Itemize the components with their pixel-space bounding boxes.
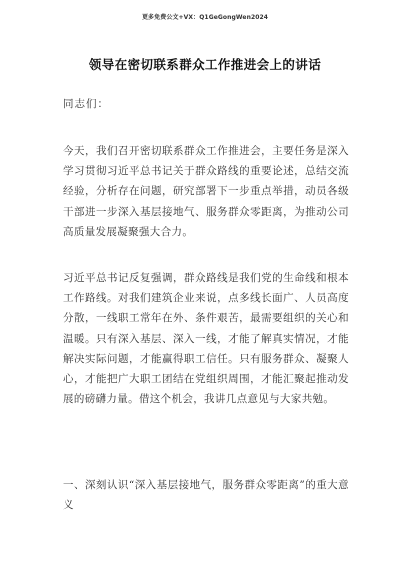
salutation: 同志们： bbox=[63, 98, 109, 110]
body-paragraph-2: 习近平总书记反复强调，群众路线是我们党的生命线和根本工作路线。对我们建筑企业来说，点多线长面广、人员高度分散，一线职工常年在外、条件艰苦，最需要组织的关心和温暖。只有深入基层、深入一线，才能了解真实情况，才能解决实际问题，才能赢得职工信任。只有服务群众、凝聚人心，才能把广大职工团结在党组织周围，才能汇聚起推动发展的磅礴力量。借这个机会，我讲几点意见与大家共勉。 bbox=[63, 272, 349, 406]
document-title: 领导在密切联系群众工作推进会上的讲话 bbox=[88, 57, 322, 72]
section-heading: 一、深刻认识“深入基层接地气，服务群众零距离”的重大意义 bbox=[63, 479, 349, 512]
header-note: 更多免费公文+VX：Q1GeGongWen2024 bbox=[141, 14, 269, 21]
body-paragraph-1: 今天，我们召开密切联系群众工作推进会，主要任务是深入学习贯彻习近平总书记关于群众路线的重要论述，总结交流经验，分析存在问题，研究部署下一步重点举措，动员各级干部进一步深入基层接地气、服务群众零距离，为推动公司高质量发展凝聚强大合力。 bbox=[63, 145, 349, 238]
